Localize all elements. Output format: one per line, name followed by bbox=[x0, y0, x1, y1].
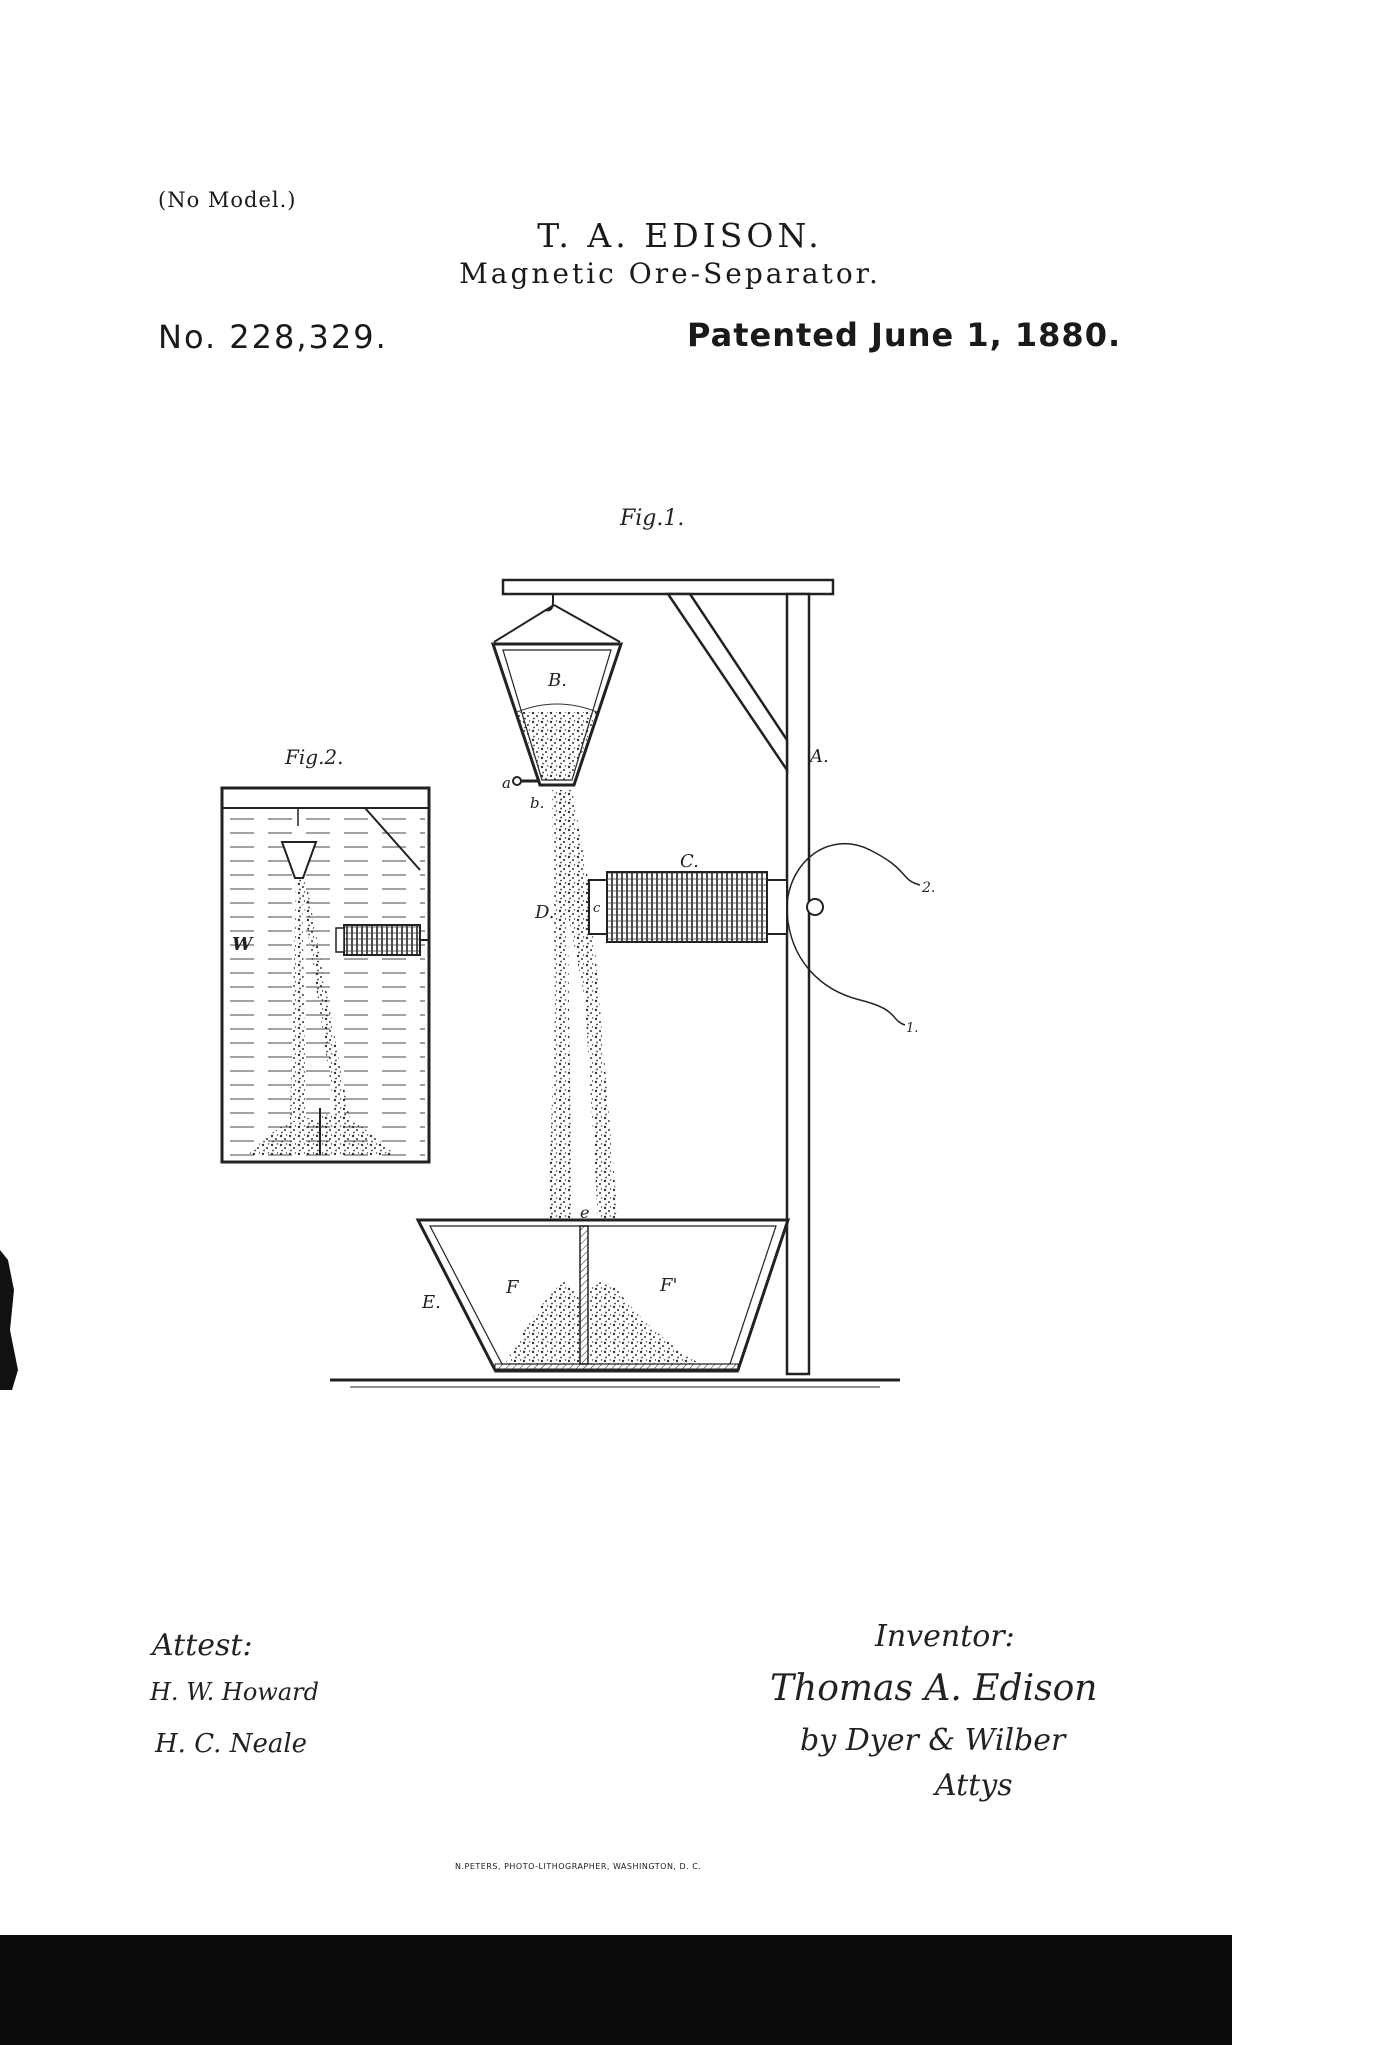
label-c: c bbox=[593, 901, 601, 916]
label-wire-2: 2. bbox=[922, 880, 936, 896]
scan-dark-edge bbox=[0, 1935, 1232, 2045]
attys-signature: Attys bbox=[935, 1768, 1013, 1803]
fig2-label: Fig.2. bbox=[285, 745, 344, 769]
inventor-name-heading: T. A. EDISON. bbox=[537, 216, 823, 255]
patent-date: Patented June 1, 1880. bbox=[687, 316, 1122, 354]
attest-label: Attest: bbox=[152, 1628, 253, 1663]
electromagnet bbox=[589, 844, 920, 1025]
label-e: e bbox=[580, 1203, 590, 1222]
falling-streams bbox=[548, 790, 618, 1220]
inventor-label: Inventor: bbox=[875, 1619, 1015, 1654]
label-wire-1: 1. bbox=[906, 1021, 919, 1036]
hopper bbox=[493, 605, 621, 785]
label-B: B. bbox=[548, 670, 567, 691]
patent-number: No. 228,329. bbox=[158, 318, 388, 356]
scan-left-edge-mark bbox=[0, 1250, 26, 1390]
label-b: b. bbox=[530, 794, 545, 812]
label-A: A. bbox=[810, 746, 829, 767]
patent-title: Magnetic Ore-Separator. bbox=[459, 257, 881, 290]
label-F: F bbox=[506, 1277, 519, 1298]
label-E: E. bbox=[422, 1292, 441, 1313]
label-F-prime: F' bbox=[660, 1275, 678, 1296]
label-W: W bbox=[232, 934, 253, 955]
witness-signature-1: H. W. Howard bbox=[150, 1678, 319, 1706]
label-D: D. bbox=[535, 902, 555, 923]
fig2-tank bbox=[222, 788, 430, 1162]
label-C: C. bbox=[680, 851, 699, 872]
label-a: a bbox=[502, 774, 511, 792]
attorneys-signature: by Dyer & Wilber bbox=[800, 1723, 1066, 1758]
fig1-label: Fig.1. bbox=[620, 506, 685, 531]
lithographer-credit: N.PETERS, PHOTO-LITHOGRAPHER, WASHINGTON, D. C. bbox=[455, 1862, 702, 1871]
receiving-box bbox=[330, 1220, 900, 1387]
inventor-signature: Thomas A. Edison bbox=[770, 1668, 1098, 1709]
no-model-note: (No Model.) bbox=[158, 188, 297, 212]
witness-signature-2: H. C. Neale bbox=[155, 1729, 308, 1759]
